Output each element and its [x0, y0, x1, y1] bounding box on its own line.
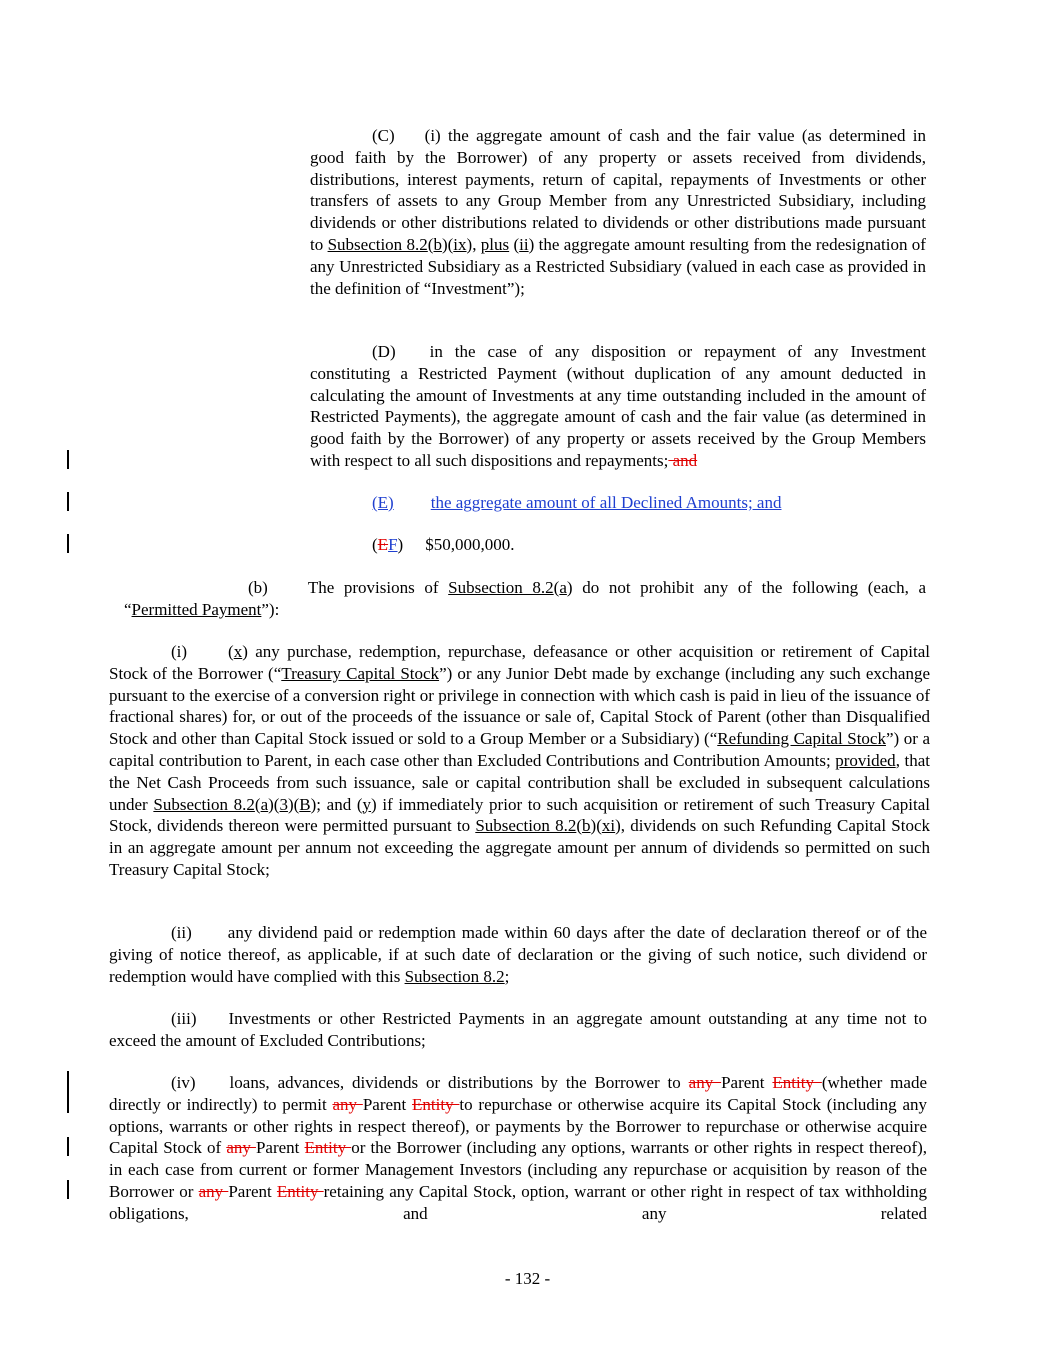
- deleted-text: any: [226, 1138, 256, 1158]
- deleted-text: E: [377, 535, 389, 554]
- change-bar: [67, 1071, 69, 1113]
- clause-f-amount: $50,000,000.: [425, 535, 515, 554]
- clause-iii: (iii) Investments or other Restricted Payments in an aggregate amount outstanding at any time not to exceed the amount of Excluded Contributions;: [109, 1009, 927, 1050]
- page-number: - 132 -: [504, 1269, 551, 1288]
- clause-d: (D) in the case of any disposition or repayment of any Investment constituting a Restricted Payment (without duplication of any amount deducted in calculating the amount of Investments at any time outstanding included in the amount of Restricted Payments), the aggregate amount of cash and the fair value (as determined in good faith by the Borrower) of any property or assets received by the Group Members with respect to all such dispositions and repayments; and: [310, 342, 926, 470]
- clause-d-label: (D): [372, 342, 396, 361]
- deleted-text: any: [198, 1181, 229, 1201]
- cross-reference: Subsection 8.2: [404, 966, 505, 986]
- deleted-text: Entity: [276, 1181, 324, 1201]
- subsection-b-label: (b): [248, 578, 268, 597]
- deleted-text: and: [668, 450, 698, 470]
- clause-ii: (ii) any dividend paid or redemption made within 60 days after the date of declaration thereof or of the giving of notice thereof, as applicable, if at such date of declaration or the giving of such notice, such dividend or redemption would have complied with this Subsection 8.2;: [109, 923, 927, 986]
- clause-i-label: (i): [171, 642, 188, 661]
- subsection-b: (b) The provisions of Subsection 8.2(a) do not prohibit any of the following (each, a “Permitted Payment”):: [124, 578, 927, 619]
- defined-term: Treasury Capital Stock: [281, 663, 440, 683]
- change-bar: [67, 492, 69, 511]
- change-bar: [67, 450, 69, 469]
- clause-c: (C) (i) the aggregate amount of cash and the fair value (as determined in good faith by the Borrower) of any property or assets received from dividends, distributions, interest payments, return of capital, repayments of Investments or other transfers of assets to any Group Member from any Unrestricted Subsidiary, including dividends or other distributions related to dividends or other distributions made pursuant to Subsection 8.2(b)(ix), plus (ii) the aggregate amount resulting from the redesignation of any Unrestricted Subsidiary as a Restricted Subsidiary (valued in each case as provided in the definition of “Investment”);: [310, 126, 926, 298]
- clause-e-inserted: [372, 492, 932, 514]
- deleted-text: Entity: [412, 1094, 460, 1114]
- clause-iii-label: (iii): [171, 1009, 197, 1028]
- deleted-text: Entity: [772, 1073, 822, 1092]
- deleted-text: Entity: [304, 1138, 352, 1158]
- defined-term: Permitted Payment: [131, 599, 262, 619]
- clause-e-label: (E): [372, 493, 394, 512]
- deleted-text: any: [332, 1094, 363, 1114]
- clause-iv-label: (iv): [171, 1073, 196, 1092]
- change-bar: [67, 1137, 69, 1156]
- clause-i: (i) (x) any purchase, redemption, repurchase, defeasance or other acquisition or retirement of Capital Stock of the Borrower (“Treasury Capital Stock”) or any Junior Debt made by exchange (including any such exchange pursuant to the exercise of a conversion right or privilege in connection with which cash is paid in lieu of the issuance of fractional shares) for, or out of the proceeds of the issuance or sale of, Capital Stock of Parent (other than Disqualified Stock and other than Capital Stock issued or sold to a Group Member or a Subsidiary) (“Refunding Capital Stock”) or a capital contribution to Parent, in each case other than Excluded Contributions and Contribution Amounts; provided, that the Net Cash Proceeds from such issuance, sale or capital contribution shall be excluded in subsequent calculations under Subsection 8.2(a)(3)(B); and (y) if immediately prior to such acquisition or retirement of such Treasury Capital Stock, dividends thereon were permitted pursuant to Subsection 8.2(b)(xi), dividends on such Refunding Capital Stock in an aggregate amount per annum not exceeding the aggregate amount per annum of dividends so permitted on such Treasury Capital Stock;: [109, 642, 931, 879]
- change-bar: [67, 534, 69, 553]
- clause-c-label: (C): [372, 126, 395, 145]
- cross-reference: Subsection 8.2: [475, 816, 577, 836]
- clause-ii-label: (ii): [171, 923, 192, 942]
- cross-reference: Subsection 8.2: [448, 578, 554, 597]
- defined-term: Refunding Capital Stock: [717, 729, 886, 749]
- cross-reference: Subsection 8.2: [153, 794, 255, 814]
- clause-iv: (iv) loans, advances, dividends or distributions by the Borrower to any Parent Entity (whether made directly or indirectly) to permit any Parent Entity to repurchase or otherwise acquire its Capital Stock (including any options, warrants or other rights in respect thereof), or payments by the Borrower to repurchase or otherwise acquire Capital Stock of any Parent Entity or the Borrower (including any options, warrants or other rights in respect thereof), in each case from current or former Management Investors (including any repurchase or acquisition by reason of the Borrower or any Parent Entity retaining any Capital Stock, option, warrant or other right in respect of tax withholding obligations, and any related: [109, 1073, 928, 1223]
- deleted-text: any: [688, 1073, 722, 1092]
- clause-f: (EF) $50,000,000.: [372, 535, 515, 554]
- change-bar: [67, 1180, 69, 1199]
- inserted-text: F: [388, 535, 398, 554]
- cross-reference: Subsection 8.2: [327, 234, 428, 254]
- inserted-text: the aggregate amount of all Declined Amounts; and: [430, 493, 782, 512]
